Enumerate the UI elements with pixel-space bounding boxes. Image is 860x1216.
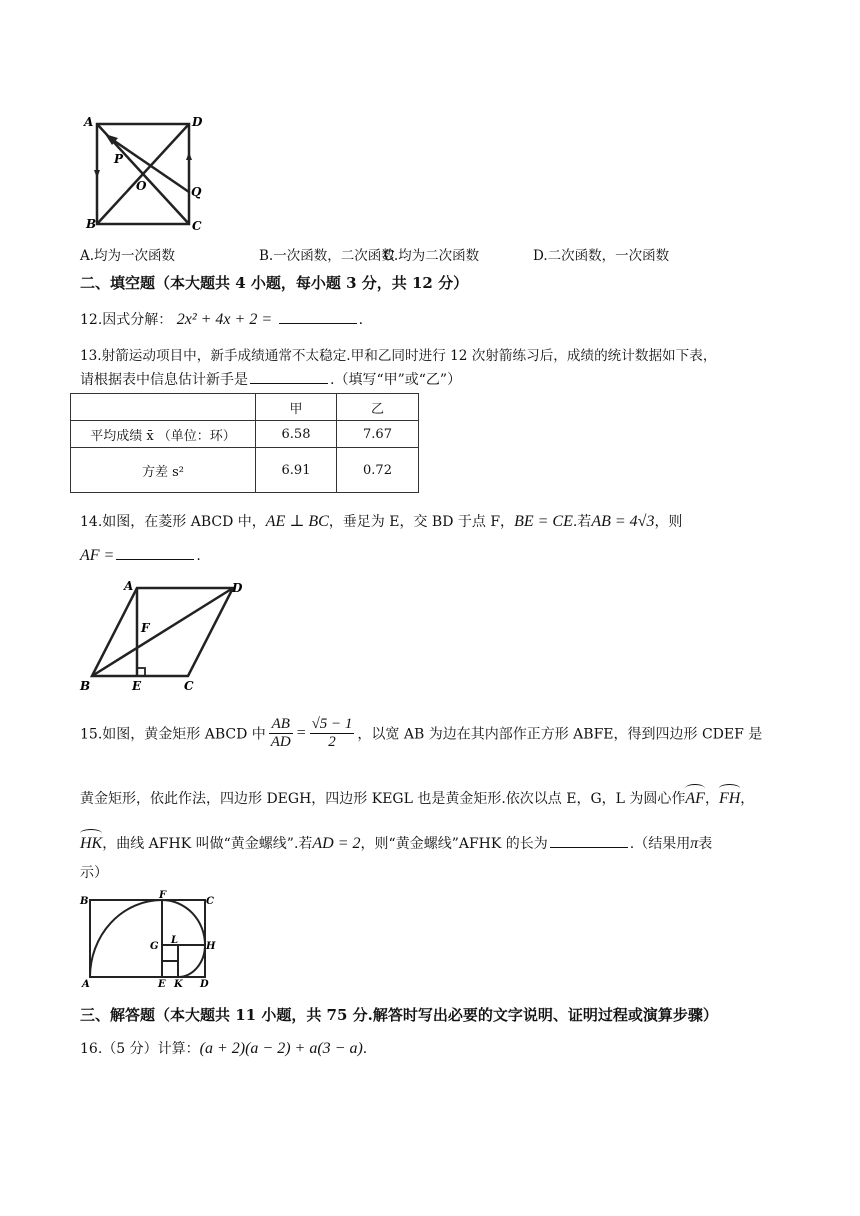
q15-comma-2: ， [740,791,755,807]
table-row [71,421,419,448]
question-15-line1 [80,716,762,751]
q12-expression: 2x² + 4x + 2 = [176,311,273,328]
svg-text:O: O [136,179,147,193]
svg-text:P: P [114,152,124,166]
q14-math-perp: AE ⊥ BC [265,513,329,530]
q15-frac2-numerator: √5 − 1 [311,716,353,732]
table-row [71,448,419,493]
q15-fraction-golden [310,716,355,751]
q15-arc-af: AF [685,786,705,808]
q15-answer-blank[interactable] [550,833,628,848]
q15-equals: = [295,724,307,742]
q14-answer-blank[interactable] [116,545,194,560]
q15-arc-hk: HK [80,831,102,853]
q13-line2-prefix: 请根据表中信息估计新手是 [80,372,248,388]
golden-spiral-figure [78,890,214,990]
q15-fraction-ab-ad [269,716,293,751]
q14-suffix: . [196,548,201,564]
svg-text:D: D [200,979,209,990]
q14-math-be-ce: BE = CE [514,513,573,530]
svg-text:B: B [86,217,97,231]
rhombus-figure [78,576,248,694]
question-13-line1: 13.射箭运动项目中，新手成绩通常不太稳定.甲和乙同时进行 12 次射箭练习后，成绩的统计数据如下表， [80,348,717,364]
q12-suffix: . [358,312,364,328]
svg-text:F: F [159,890,167,901]
q14-text-b: ，垂足为 E，交 BD 于点 F， [328,514,515,530]
table-row1-yi: 7.67 [337,421,419,448]
svg-text:Q: Q [191,185,202,199]
question-14-line2 [80,545,201,565]
svg-text:D: D [192,115,203,129]
svg-text:B: B [80,896,89,907]
question-15-line4: 示） [80,865,108,881]
svg-text:E: E [158,979,166,990]
question-16 [80,1038,367,1058]
q15-comma: ， [704,791,719,807]
q14-text-c: .若 [572,514,592,530]
statistics-table [70,393,419,493]
table-header-yi: 乙 [337,394,419,421]
svg-text:A: A [124,579,134,593]
question-14-line1 [80,511,682,531]
svg-text:A: A [82,979,90,990]
q14-math-af: AF = [80,547,115,564]
table-corner-cell [71,394,256,421]
option-c: C.均为二次函数 [384,248,480,264]
svg-text:B: B [80,679,91,693]
q16-suffix: . [362,1041,368,1057]
q14-math-ab: AB = 4√3 [591,513,655,530]
option-b: B.一次函数，二次函数 [259,248,395,264]
table-row2-label: 方差 s² [71,448,256,493]
question-12 [80,309,363,329]
q15-text-line3-b: ，则“黄金螺线”AFHK 的长为 [360,836,548,852]
q15-math-ad: AD = 2 [312,835,361,852]
square-figure [80,112,210,232]
svg-text:F: F [141,621,150,635]
svg-text:C: C [184,679,194,693]
question-15-line3 [80,831,712,853]
svg-text:E: E [132,679,142,693]
option-a: A.均为一次函数 [80,248,176,264]
q13-line2-suffix: .（填写“甲”或“乙”） [330,372,462,388]
svg-text:A: A [84,115,94,129]
svg-text:C: C [192,219,202,233]
svg-text:G: G [150,941,159,952]
q15-arc-fh: FH [719,786,740,808]
svg-text:L: L [171,935,179,946]
q13-answer-blank[interactable] [250,369,328,384]
q15-frac2-denominator: 2 [328,734,336,750]
q15-text-line3-d: 表 [698,836,713,852]
q12-prefix: 12.因式分解： [80,312,173,328]
svg-text:D: D [232,581,243,595]
q15-frac1-numerator: AB [269,716,293,734]
table-row1-jia: 6.58 [256,421,337,448]
table-header-jia: 甲 [256,394,337,421]
svg-text:K: K [174,979,183,990]
q15-text-line3-a: ，曲线 AFHK 叫做“黄金螺线”.若 [102,836,313,852]
q16-prefix: 16.（5 分）计算： [80,1041,200,1057]
question-13-line2 [80,369,461,389]
svg-text:H: H [206,941,216,952]
q14-text-a: 14.如图，在菱形 ABCD 中， [80,514,266,530]
q15-pi: π [690,835,699,852]
q16-expression: (a + 2)(a − 2) + a(3 − a) [199,1040,363,1057]
svg-text:C: C [206,896,214,907]
table-row1-label: 平均成绩 x̄ （单位：环） [71,421,256,448]
option-d: D.二次函数，一次函数 [533,248,670,264]
table-header-row [71,394,419,421]
q15-text-b: ，以宽 AB 为边在其内部作正方形 ABFE，得到四边形 CDEF 是 [357,726,763,743]
section2-heading: 二、填空题（本大题共 4 小题，每小题 3 分，共 12 分） [80,274,469,292]
q15-text-line2: 黄金矩形，依此作法，四边形 DEGH，四边形 KEGL 也是黄金矩形.依次以点 E，G，L 为圆心作 [80,791,686,807]
q12-answer-blank[interactable] [279,309,357,324]
q15-text-a: 15.如图，黄金矩形 ABCD 中 [80,726,266,743]
q14-text-d: ，则 [654,514,683,530]
table-row2-jia: 6.91 [256,448,337,493]
q15-frac1-denominator: AD [270,734,291,750]
section3-heading: 三、解答题（本大题共 11 小题，共 75 分.解答时写出必要的文字说明、证明过程或演算步骤） [80,1006,718,1024]
question-15-line2 [80,786,754,808]
table-row2-yi: 0.72 [337,448,419,493]
q15-text-line3-c: .（结果用 [629,836,691,852]
